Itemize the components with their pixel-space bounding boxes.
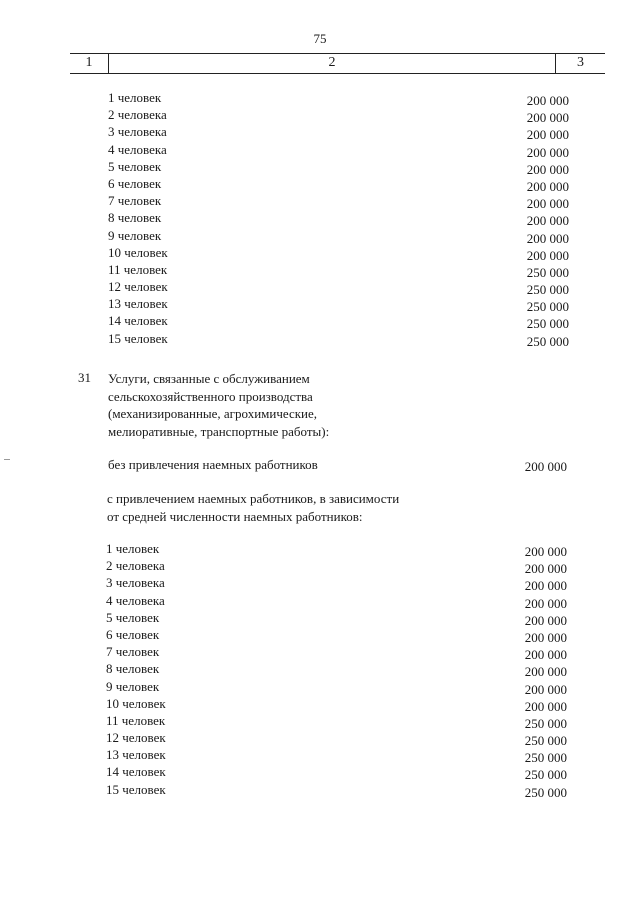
employee-count-label: 12 человек <box>108 279 168 295</box>
employee-count-label: 8 человек <box>108 210 162 226</box>
employee-count-label: 2 человека <box>106 558 165 574</box>
no-employees-label: без привлечения наемных работников <box>108 457 318 472</box>
table-row <box>0 695 640 712</box>
table-row <box>0 574 640 594</box>
employee-count-label: 7 человек <box>108 193 162 209</box>
employee-count-label: 2 человека <box>108 107 167 123</box>
item-title <box>108 370 329 440</box>
table-row <box>0 192 640 212</box>
rate-value: 250 000 <box>524 715 567 731</box>
rate-value: 200 000 <box>526 213 569 229</box>
table-row <box>0 158 640 175</box>
with-employees-description <box>107 490 399 525</box>
rate-value: 250 000 <box>526 316 569 332</box>
table-row <box>0 763 640 783</box>
employee-count-label: 3 человека <box>108 124 167 140</box>
employee-count-label: 3 человека <box>106 575 165 591</box>
table-column-header <box>70 53 605 74</box>
employee-count-label: 11 человек <box>108 261 168 277</box>
margin-mark <box>4 459 10 460</box>
table-row <box>0 89 640 106</box>
rate-value: 200 000 <box>524 561 567 577</box>
employee-count-label: 10 человек <box>108 244 168 260</box>
rate-value: 200 000 <box>524 544 567 559</box>
table-row <box>0 660 640 680</box>
employee-count-label: 10 человек <box>106 695 166 711</box>
table-row <box>0 175 640 192</box>
rate-value: 200 000 <box>524 629 567 645</box>
table-row <box>0 330 640 347</box>
column-header-3: 3 <box>577 55 584 70</box>
employee-count-label: 6 человек <box>106 626 160 642</box>
employee-count-label: 5 человек <box>108 158 162 174</box>
rate-value: 200 000 <box>526 196 569 212</box>
description-line: с привлечением наемных работников, в зависимости <box>107 491 400 506</box>
table-row <box>0 781 640 798</box>
table-row <box>0 295 640 315</box>
rate-value: 200 000 <box>524 612 567 628</box>
rate-value: 250 000 <box>526 282 569 298</box>
rate-value: 200 000 <box>526 127 569 143</box>
rate-value: 200 000 <box>524 578 567 594</box>
rate-value: 250 000 <box>524 784 567 800</box>
table-row <box>0 729 640 749</box>
rate-value: 200 000 <box>524 595 567 611</box>
rate-value: 200 000 <box>524 681 567 697</box>
table-row <box>0 540 640 557</box>
employee-count-label: 13 человек <box>106 747 166 763</box>
table-row <box>0 278 640 298</box>
rate-value: 200 000 <box>524 647 567 663</box>
rate-value: 250 000 <box>524 733 567 749</box>
table-row <box>0 261 640 278</box>
page-number: 75 <box>313 31 327 46</box>
employee-count-label: 13 человек <box>108 296 168 312</box>
table-row <box>0 209 640 229</box>
employee-count-label: 7 человек <box>106 644 160 660</box>
employee-count-label: 15 человек <box>108 330 168 346</box>
rate-value: 200 000 <box>524 698 567 714</box>
employee-count-label: 1 человек <box>108 90 162 105</box>
rate-value: 200 000 <box>526 178 569 194</box>
rate-value: 250 000 <box>526 264 569 280</box>
table-row <box>0 626 640 643</box>
table-row <box>0 312 640 332</box>
employee-count-label: 14 человек <box>106 764 166 780</box>
table-row <box>0 592 640 609</box>
rate-value: 200 000 <box>526 144 569 160</box>
employee-count-label: 6 человек <box>108 175 162 191</box>
column-header-1: 1 <box>85 55 93 70</box>
employee-count-label: 4 человека <box>106 592 165 608</box>
table-row <box>0 244 640 261</box>
employee-count-label: 5 человек <box>106 609 160 625</box>
table-row <box>0 557 640 577</box>
employee-count-label: 15 человек <box>106 781 166 797</box>
table-row <box>0 123 640 143</box>
rate-value: 200 000 <box>526 230 569 246</box>
employee-count-label: 12 человек <box>106 730 166 746</box>
table-row <box>0 678 640 695</box>
table-row <box>0 712 640 729</box>
item-title-line: (механизированные, агрохимические, <box>108 406 318 421</box>
employee-count-label: 9 человек <box>106 678 160 694</box>
rate-value: 200 000 <box>526 110 569 126</box>
rate-value: 200 000 <box>524 664 567 680</box>
description-line: от средней численности наемных работников: <box>107 508 363 524</box>
item-title-line: сельскохозяйственного производства <box>108 388 313 404</box>
rate-value: 200 000 <box>526 247 569 263</box>
item-title-line: Услуги, связанные с обслуживанием <box>108 371 310 386</box>
rate-value: 250 000 <box>526 333 569 349</box>
table-row <box>0 227 640 244</box>
table-row <box>0 106 640 126</box>
employee-count-label: 11 человек <box>106 712 166 728</box>
rate-value: 200 000 <box>526 161 569 177</box>
employee-count-label: 8 человек <box>106 661 160 677</box>
item-title-line: мелиоративные, транспортные работы): <box>108 423 330 439</box>
no-employees-value: 200 000 <box>524 459 567 474</box>
employee-count-label: 4 человека <box>108 141 167 157</box>
rate-value: 250 000 <box>526 299 569 315</box>
employee-count-label: 1 человек <box>106 541 160 556</box>
table-row <box>0 746 640 766</box>
rate-value: 250 000 <box>524 750 567 766</box>
rate-value: 200 000 <box>526 93 569 108</box>
employee-count-label: 14 человек <box>108 313 168 329</box>
employee-rate-list <box>0 540 640 798</box>
item-number: 31 <box>78 370 91 385</box>
table-row <box>0 609 640 626</box>
table-row <box>0 141 640 158</box>
employee-rate-list <box>0 89 640 347</box>
employee-count-label: 9 человек <box>108 227 162 243</box>
column-header-2: 2 <box>328 55 336 70</box>
rate-value: 250 000 <box>524 767 567 783</box>
table-row <box>0 643 640 663</box>
